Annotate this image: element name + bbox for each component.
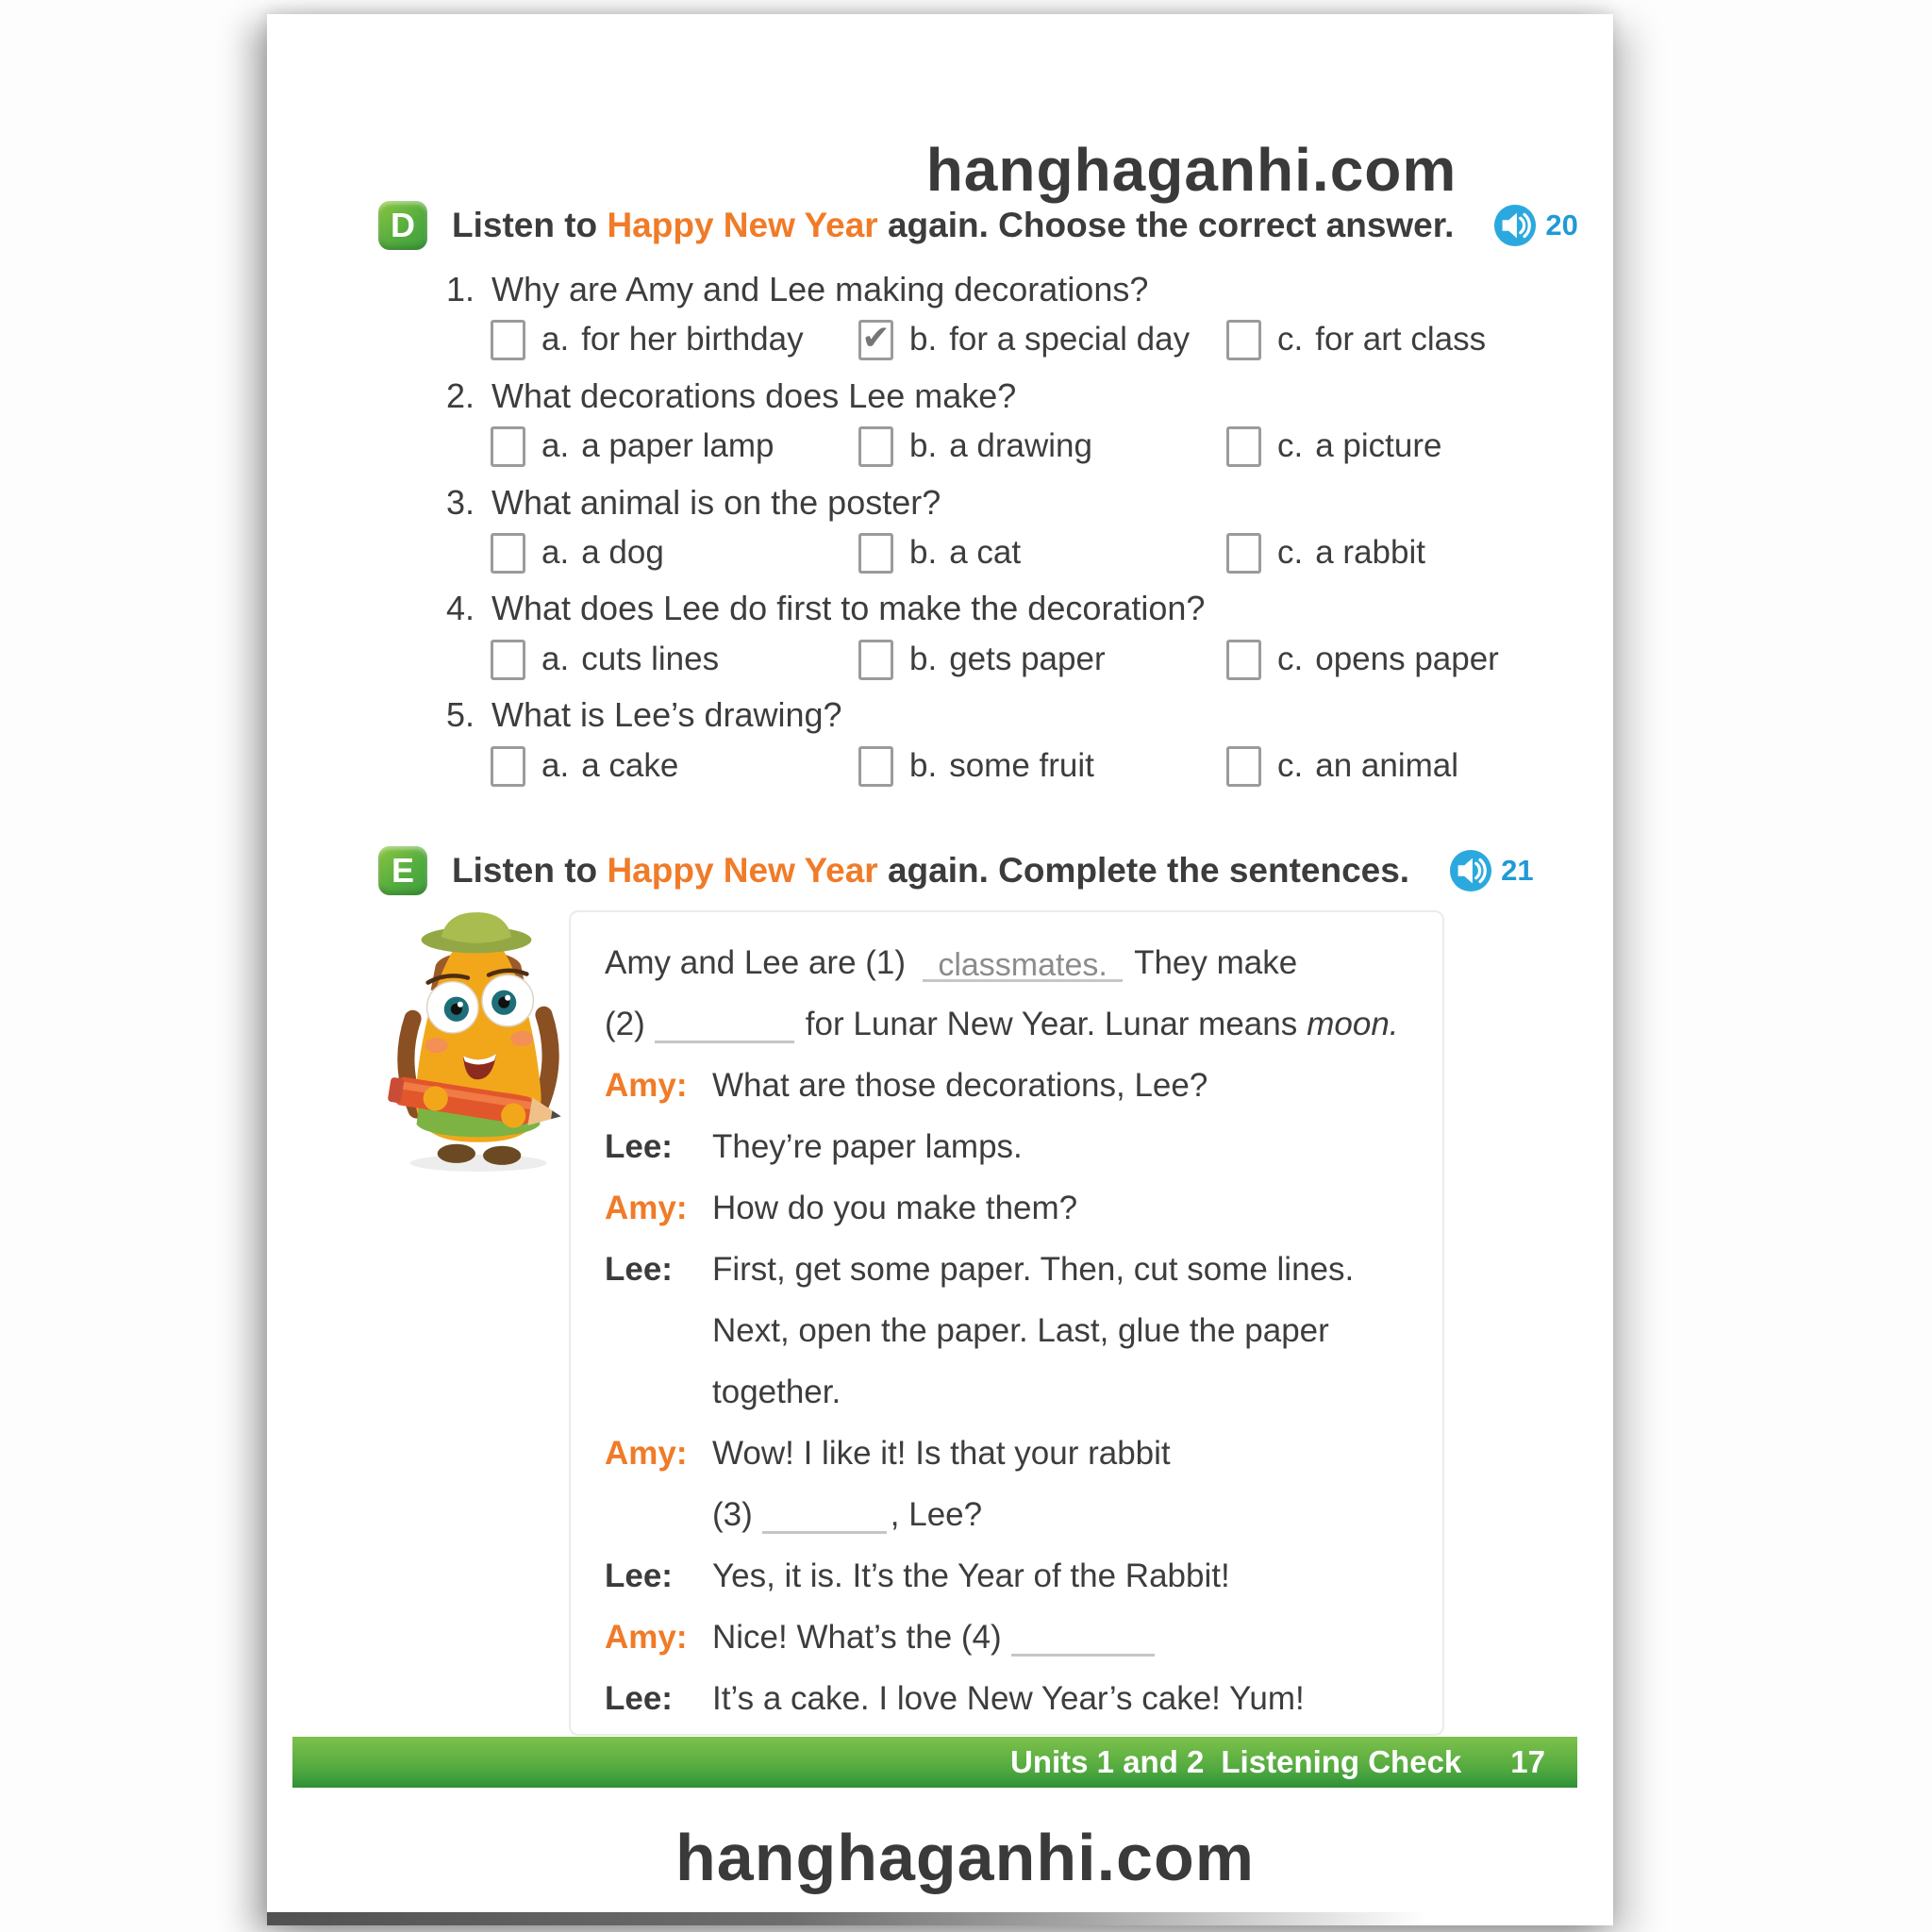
option-2a <box>491 425 774 467</box>
dialogue-box <box>569 910 1444 1736</box>
option-4c <box>1226 639 1499 680</box>
dialogue-line <box>605 1423 1418 1484</box>
option-label: for a special day <box>949 321 1191 358</box>
question-2 <box>446 375 1016 418</box>
question-text: What animal is on the poster? <box>491 483 941 522</box>
speaker-label: Amy: <box>605 1189 688 1226</box>
dialogue-line <box>605 1055 1418 1116</box>
blank-1-answer[interactable]: classmates. <box>923 944 1123 982</box>
option-label: a picture <box>1315 427 1442 464</box>
dialogue-line <box>605 1668 1418 1729</box>
section-d-title-post: again. Choose the correct answer. <box>877 206 1455 244</box>
intro-text: for Lunar New Year. Lunar means <box>805 1005 1298 1042</box>
audio-play-button-20[interactable] <box>1493 204 1577 247</box>
dialogue-line <box>605 1545 1418 1607</box>
intro-text: (2) <box>605 1005 645 1042</box>
dialogue-text: What are those decorations, Lee? <box>712 1066 1208 1104</box>
section-d-header <box>378 199 1578 252</box>
option-label: a drawing <box>949 427 1092 464</box>
option-letter: b. <box>909 641 938 677</box>
checkbox-4a[interactable] <box>491 640 525 680</box>
option-letter: b. <box>909 321 938 358</box>
dialogue-text: How do you make them? <box>712 1189 1078 1226</box>
option-letter: c. <box>1277 747 1304 784</box>
checkbox-3a[interactable] <box>491 533 525 574</box>
checkbox-4c[interactable] <box>1226 640 1261 680</box>
section-e-header <box>378 844 1534 897</box>
speaker-label: Amy: <box>605 1066 688 1104</box>
checkbox-1a[interactable] <box>491 320 525 360</box>
dialogue-text: together. <box>712 1373 841 1410</box>
speaker-icon <box>1493 204 1537 247</box>
option-3c <box>1226 532 1425 574</box>
watermark-top: hanghaganhi.com <box>925 136 1457 204</box>
speaker-label: Lee: <box>605 1679 673 1717</box>
option-label: a paper lamp <box>581 427 774 464</box>
speaker-label: Amy: <box>605 1434 688 1472</box>
dialogue-text: It’s a cake. I love New Year’s cake! Yum! <box>712 1679 1305 1717</box>
question-text: What is Lee’s drawing? <box>491 695 842 734</box>
checkbox-5a[interactable] <box>491 746 525 787</box>
question-5 <box>446 693 842 737</box>
question-2-options <box>267 425 1613 467</box>
dialogue-line-continuation <box>605 1300 1418 1361</box>
checkbox-2b[interactable] <box>858 426 893 467</box>
pencil-character-illustration <box>369 903 588 1178</box>
option-3a <box>491 532 664 574</box>
question-5-options <box>267 745 1613 787</box>
option-5b <box>858 745 1094 787</box>
question-text: What does Lee do first to make the decoration? <box>491 589 1206 627</box>
option-label: gets paper <box>949 641 1106 677</box>
option-label: a cat <box>949 534 1022 571</box>
option-label: a cake <box>581 747 679 784</box>
question-1 <box>446 268 1148 311</box>
question-text: Why are Amy and Lee making decorations? <box>491 270 1149 308</box>
checkbox-3c[interactable] <box>1226 533 1261 574</box>
dialogue-line <box>605 1177 1418 1239</box>
option-2c <box>1226 425 1441 467</box>
question-text: What decorations does Lee make? <box>491 376 1017 415</box>
question-number: 4. <box>446 589 475 627</box>
speaker-icon <box>1449 849 1492 892</box>
blank-4[interactable] <box>1011 1619 1155 1657</box>
dialogue-line <box>605 1607 1418 1668</box>
option-letter: b. <box>909 534 938 571</box>
option-1b <box>858 319 1190 360</box>
section-d-title-pre: Listen to <box>452 206 608 244</box>
question-number: 1. <box>446 270 475 308</box>
checkbox-2a[interactable] <box>491 426 525 467</box>
option-letter: b. <box>909 427 938 464</box>
checkbox-5c[interactable] <box>1226 746 1261 787</box>
option-label: an animal <box>1315 747 1458 784</box>
option-5c <box>1226 745 1458 787</box>
option-letter: a. <box>541 321 570 358</box>
checkbox-3b[interactable] <box>858 533 893 574</box>
speaker-label: Lee: <box>605 1557 673 1594</box>
checkbox-1b-checked[interactable] <box>858 320 893 360</box>
option-letter: a. <box>541 641 570 677</box>
section-e-title-pre: Listen to <box>452 851 608 890</box>
checkbox-5b[interactable] <box>858 746 893 787</box>
option-label: some fruit <box>949 747 1094 784</box>
section-e-badge: E <box>378 846 427 895</box>
page-bottom-edge-shadow <box>267 1912 1427 1925</box>
question-3-options <box>267 532 1613 574</box>
watermark-bottom: hanghaganhi.com <box>675 1821 1255 1894</box>
option-4a <box>491 639 719 680</box>
track-number: 20 <box>1545 208 1578 242</box>
dialogue-text: First, get some paper. Then, cut some lines. <box>712 1250 1355 1288</box>
option-4b <box>858 639 1106 680</box>
section-d-title <box>452 206 1454 245</box>
dialogue-text: Wow! I like it! Is that your rabbit <box>712 1434 1171 1472</box>
track-number: 21 <box>1501 854 1534 887</box>
dialogue-text: Yes, it is. It’s the Year of the Rabbit! <box>712 1557 1230 1594</box>
option-label: for her birthday <box>581 321 804 358</box>
option-letter: c. <box>1277 534 1304 571</box>
option-label: a rabbit <box>1315 534 1425 571</box>
blank-3[interactable] <box>762 1496 887 1534</box>
audio-play-button-21[interactable] <box>1449 849 1533 892</box>
question-4 <box>446 587 1205 630</box>
checkmark-icon: ✔ <box>861 318 891 357</box>
intro-text: Amy and Lee are (1) <box>605 943 907 981</box>
dialogue-line-continuation <box>605 1484 1418 1545</box>
question-number: 2. <box>446 376 475 415</box>
option-1c <box>1226 319 1486 360</box>
question-number: 3. <box>446 483 475 522</box>
dialogue-text: (3) <box>712 1495 753 1533</box>
intro-text: They make <box>1134 943 1298 981</box>
dialogue-line <box>605 1116 1418 1177</box>
option-label: for art class <box>1315 321 1487 358</box>
dialogue-text: They’re paper lamps. <box>712 1127 1023 1165</box>
intro-line-1 <box>605 932 1418 993</box>
section-e-title-post: again. Complete the sentences. <box>877 851 1410 890</box>
option-letter: c. <box>1277 321 1304 358</box>
speaker-label: Amy: <box>605 1618 688 1656</box>
option-label: a dog <box>581 534 664 571</box>
section-d-title-highlight: Happy New Year <box>607 206 878 244</box>
footer-section-title: Listening Check <box>1221 1744 1462 1779</box>
dialogue-text: Next, open the paper. Last, glue the paper <box>712 1311 1329 1349</box>
option-2b <box>858 425 1092 467</box>
option-letter: c. <box>1277 641 1304 677</box>
question-4-options <box>267 639 1613 680</box>
footer-units: Units 1 and 2 <box>1010 1744 1205 1779</box>
dialogue-text: Nice! What’s the (4) <box>712 1618 1002 1656</box>
question-3 <box>446 481 941 525</box>
option-1a <box>491 319 804 360</box>
checkbox-1c[interactable] <box>1226 320 1261 360</box>
option-3b <box>858 532 1021 574</box>
option-letter: b. <box>909 747 938 784</box>
option-letter: a. <box>541 427 570 464</box>
intro-text-italic: moon. <box>1307 1005 1399 1042</box>
footer-bar <box>292 1737 1577 1788</box>
checkbox-2c[interactable] <box>1226 426 1261 467</box>
section-e-title <box>452 851 1409 891</box>
question-1-options <box>267 319 1613 360</box>
option-label: cuts lines <box>581 641 720 677</box>
option-letter: a. <box>541 534 570 571</box>
option-5a <box>491 745 678 787</box>
speaker-label: Lee: <box>605 1250 673 1288</box>
speaker-label: Lee: <box>605 1127 673 1165</box>
dialogue-line <box>605 1239 1418 1300</box>
checkbox-4b[interactable] <box>858 640 893 680</box>
option-letter: a. <box>541 747 570 784</box>
workbook-page <box>267 14 1613 1925</box>
question-number: 5. <box>446 695 475 734</box>
blank-2[interactable] <box>655 1006 794 1043</box>
section-e-title-highlight: Happy New Year <box>607 851 878 890</box>
option-letter: c. <box>1277 427 1304 464</box>
dialogue-line-continuation <box>605 1361 1418 1423</box>
intro-line-2 <box>605 993 1418 1055</box>
dialogue-text: , Lee? <box>890 1495 983 1533</box>
option-label: opens paper <box>1315 641 1499 677</box>
page-number: 17 <box>1510 1744 1545 1779</box>
section-d-badge: D <box>378 201 427 250</box>
